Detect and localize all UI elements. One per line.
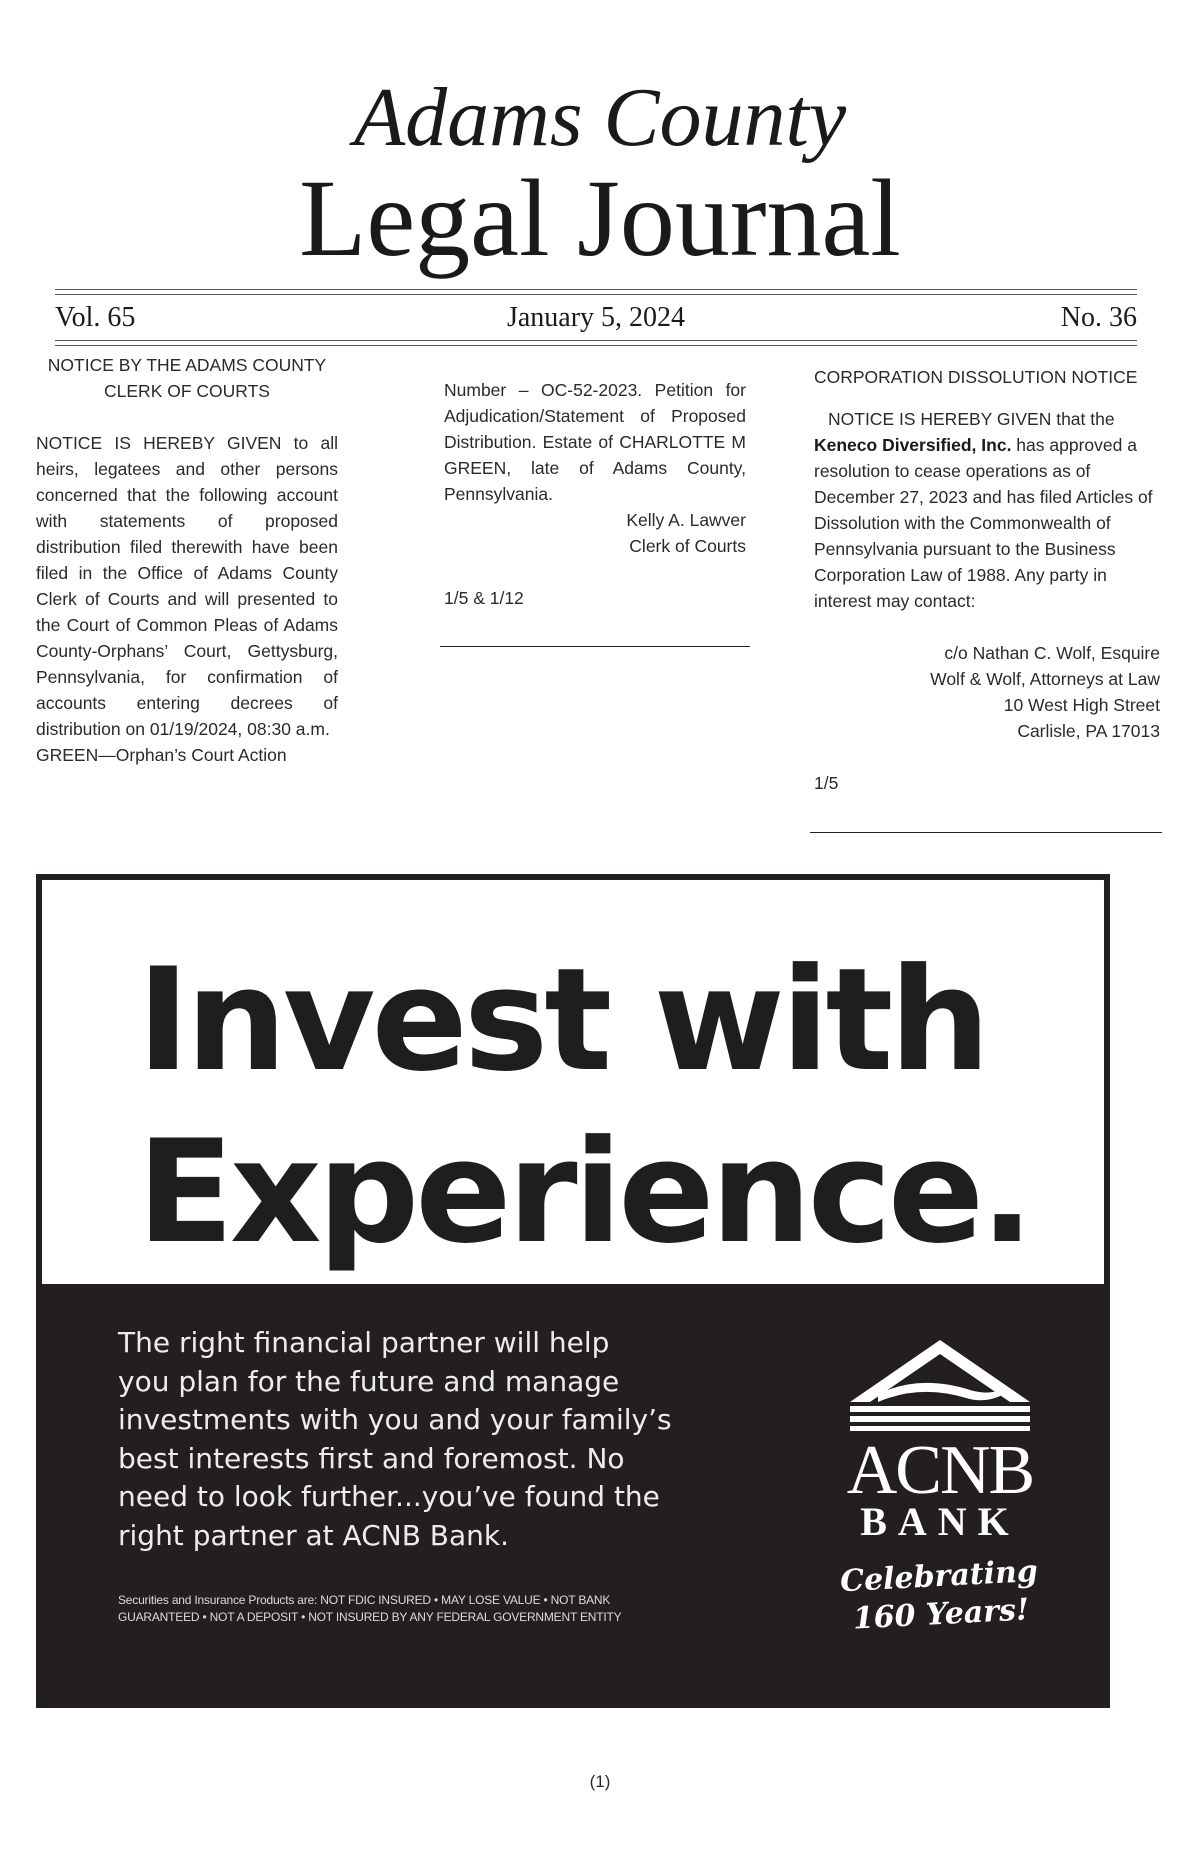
clerk-notice-action-line: GREEN—Orphan’s Court Action — [36, 745, 287, 765]
ad-body-line: best interests first and foremost. No — [118, 1441, 625, 1475]
masthead-rule-top — [55, 289, 1137, 290]
clerk-notice-heading-line1: NOTICE BY THE ADAMS COUNTY — [47, 355, 327, 375]
bank-roof-logo-icon — [820, 1332, 1060, 1432]
ad-body-line: need to look further...you’ve found the — [118, 1480, 660, 1513]
clerk-notice-column-1 — [36, 352, 338, 768]
clerk-signer-name: Kelly A. Lawver — [626, 510, 746, 530]
corporation-notice-intro: NOTICE IS HEREBY GIVEN that the — [828, 409, 1115, 429]
ad-headline-line2: Experience. — [137, 1110, 1031, 1275]
page-number: (1) — [589, 1772, 611, 1791]
corporation-notice-heading: CORPORATION DISSOLUTION NOTICE — [814, 367, 1138, 387]
clerk-notice-body: NOTICE IS HEREBY GIVEN to all heirs, legatees and other persons concerned that the following account with statements of proposed distribution filed therewith have been filed in the Office of Adams County Clerk of Courts and will presented to the Court of Common Pleas of Adams County-Orphans’ Court, Gettysburg, Pennsylvania, for confirmation of accounts entering decrees of distribution on 01/19/2024, 08:30 a.m. — [36, 433, 338, 739]
masthead-rule-top-inner — [55, 294, 1137, 295]
corporation-notice-body-text: has approved a resolution to cease operations as of December 27, 2023 and has filed Articles of Dissolution with the Commonwealth of Pennsylvania pursuant to the Business Corporation Law of 1988. Any party in interest may contact: — [814, 435, 1153, 611]
corporation-notice-body — [814, 406, 1160, 614]
volume-label: Vol. 65 — [55, 302, 136, 333]
ad-body-line: you plan for the future and manage — [118, 1364, 620, 1398]
contact-line: Carlisle, PA 17013 — [1017, 721, 1160, 741]
company-name: Keneco Diversified, Inc. — [814, 435, 1012, 455]
contact-block — [814, 640, 1160, 744]
logo-tagline-line2: 160 Years! — [852, 1592, 1030, 1637]
ad-body-line: right partner at ACNB Bank. — [118, 1518, 510, 1552]
journal-title-line1: Adams County — [353, 71, 847, 164]
journal-title-line2: Legal Journal — [299, 157, 901, 279]
ad-disclaimer-line2: GUARANTEED • NOT A DEPOSIT • NOT INSURED BY ANY FEDERAL GOVERNMENT ENTITY — [118, 1610, 622, 1624]
acnb-logo — [820, 1332, 1060, 1637]
ad-headline-panel — [42, 880, 1104, 1284]
issue-date: January 5, 2024 — [506, 302, 686, 333]
clerk-notice-heading-line2: CLERK OF COURTS — [104, 381, 270, 401]
clerk-signer-title: Clerk of Courts — [629, 536, 746, 556]
contact-line: c/o Nathan C. Wolf, Esquire — [944, 643, 1160, 663]
column-3-end-rule — [810, 832, 1162, 833]
contact-line: 10 West High Street — [1003, 695, 1160, 715]
masthead-rule-bottom — [55, 340, 1137, 341]
ad-headline — [137, 935, 1097, 1279]
column-2-end-rule — [440, 646, 750, 647]
corporation-notice-column — [814, 364, 1160, 796]
clerk-notice-run-dates: 1/5 & 1/12 — [444, 588, 524, 608]
ad-disclaimer-line1: Securities and Insurance Products are: NOT FDIC INSURED • MAY LOSE VALUE • NOT BANK — [118, 1593, 611, 1607]
ad-body-line: investments with you and your family’s — [118, 1403, 672, 1436]
logo-tagline-line1: Celebrating — [839, 1553, 1039, 1600]
clerk-notice-column-2 — [444, 377, 746, 611]
ad-body-line: The right financial partner will help — [118, 1326, 610, 1359]
contact-line: Wolf & Wolf, Attorneys at Law — [930, 669, 1160, 689]
clerk-notice-continued-body: Number – OC-52-2023. Petition for Adjudication/Statement of Proposed Distribution. Estate of CHARLOTTE M GREEN, late of Adams County, Pennsylvania. — [444, 380, 746, 504]
logo-tagline — [818, 1552, 1062, 1640]
corporation-notice-run-dates: 1/5 — [814, 773, 839, 793]
ad-disclaimer — [118, 1592, 738, 1626]
logo-subtitle: BANK — [860, 1499, 1020, 1544]
ad-headline-line1: Invest with — [137, 938, 987, 1103]
masthead-rule-bottom-inner — [55, 345, 1137, 346]
acnb-advertisement — [36, 874, 1110, 1708]
logo-wordmark: ACNB — [846, 1432, 1034, 1509]
ad-body-copy — [118, 1324, 718, 1555]
issue-bar — [55, 300, 1137, 336]
issue-number: No. 36 — [1060, 302, 1137, 333]
